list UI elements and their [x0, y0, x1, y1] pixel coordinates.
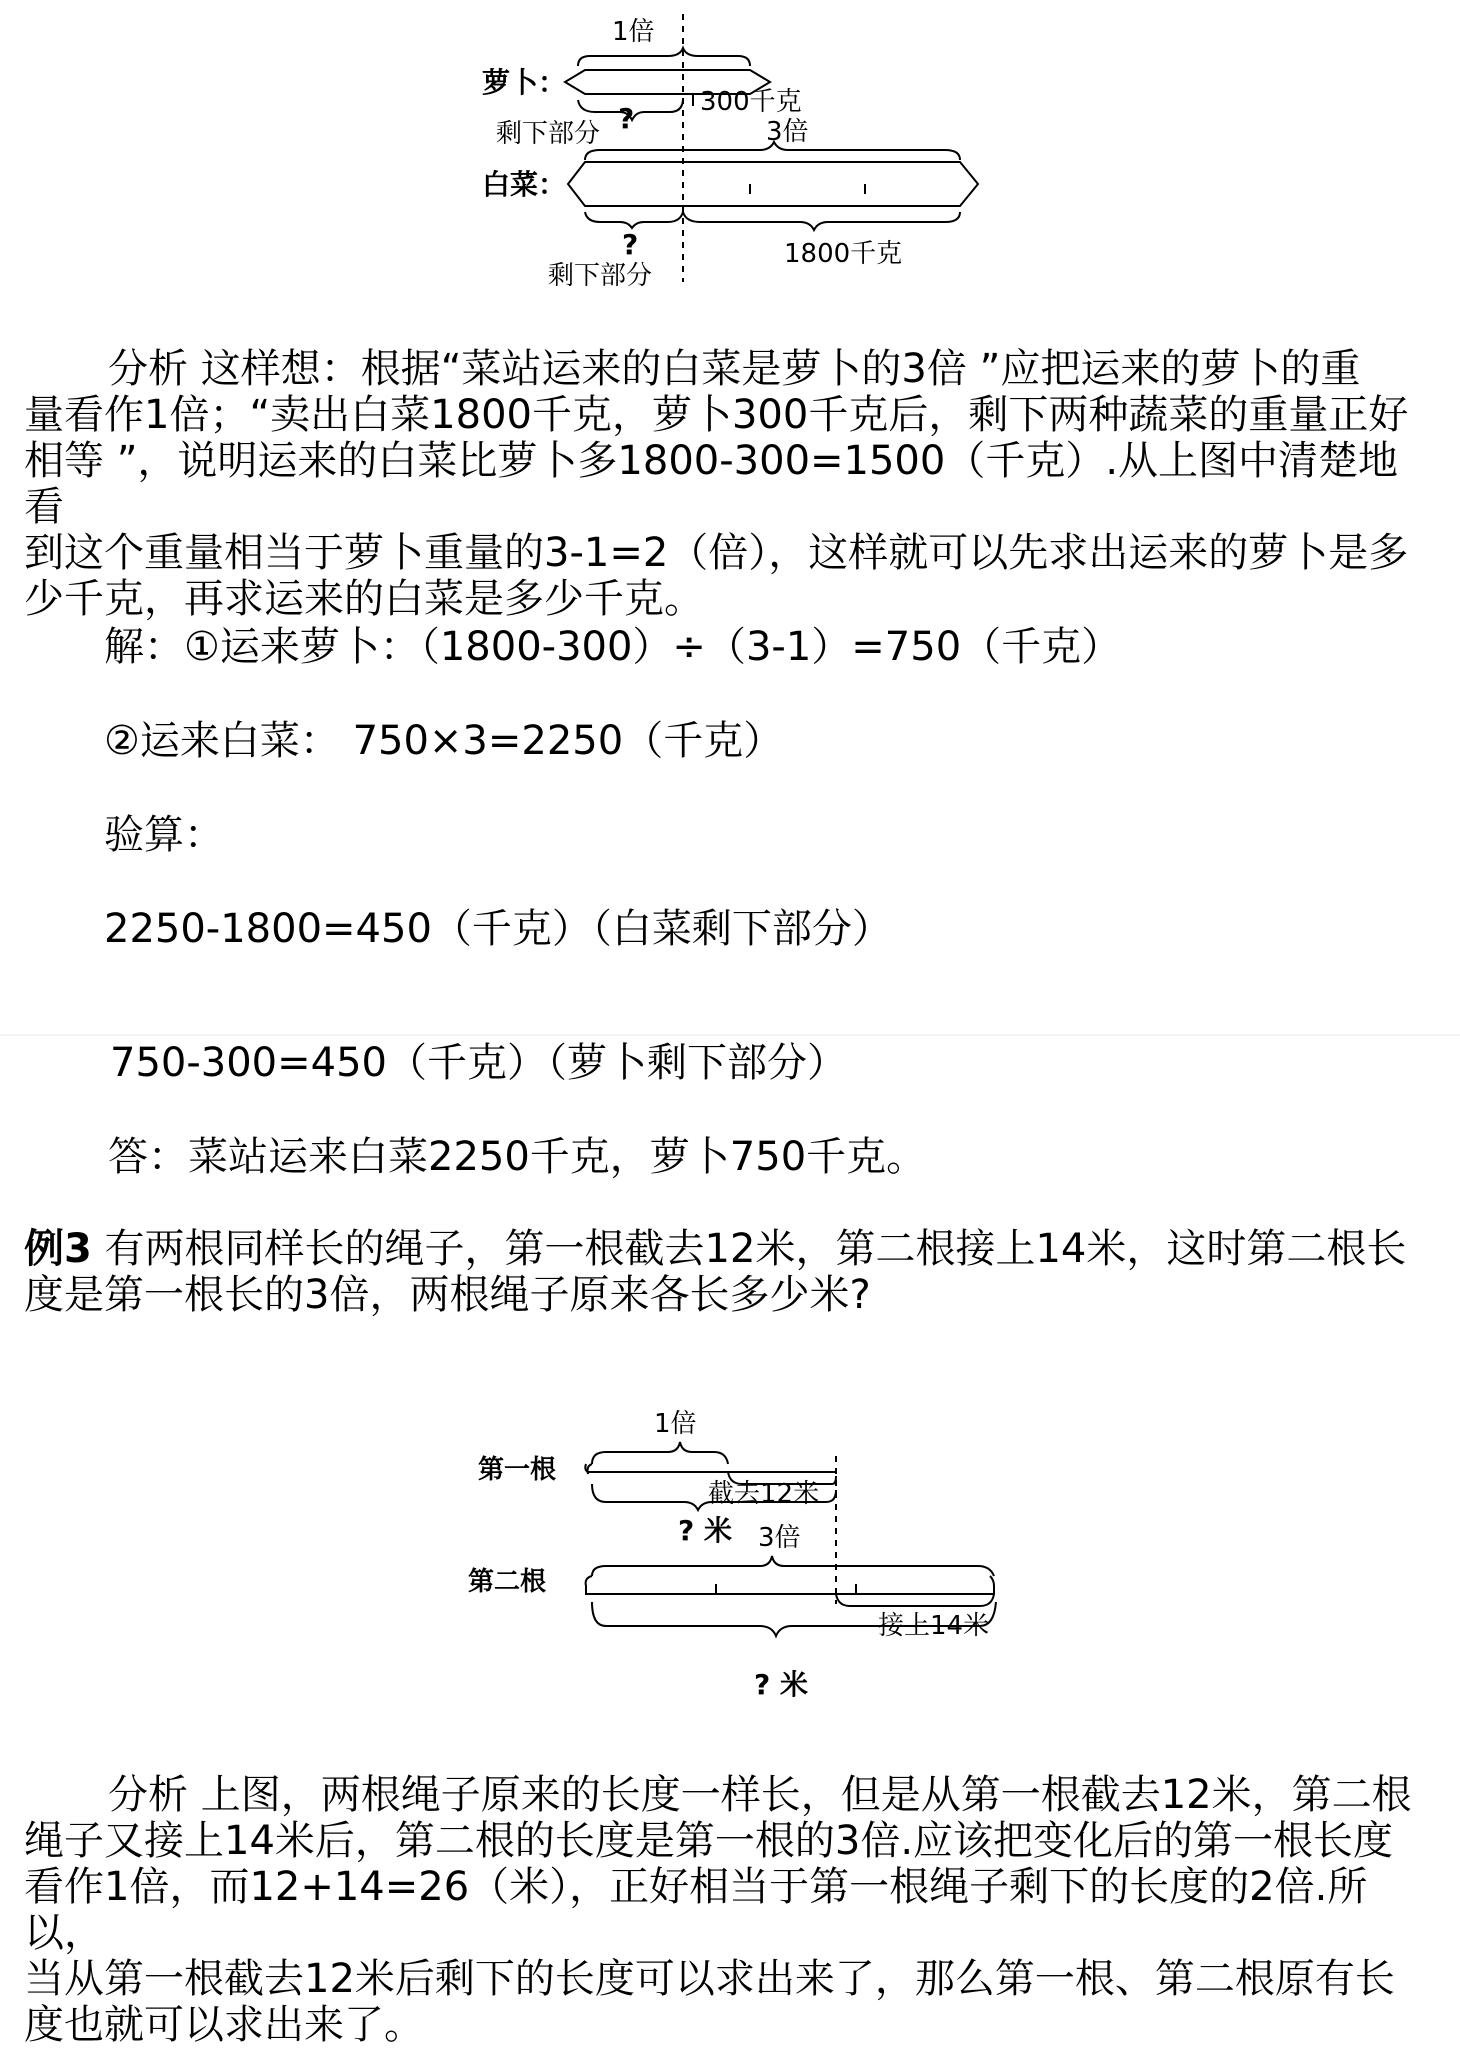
- d2-cut-label: 截去12米: [708, 1479, 820, 1509]
- d1-one-times: 1倍: [612, 17, 655, 47]
- d2-one-times: 1倍: [654, 1409, 697, 1439]
- diagram-radish-cabbage-svg: [0, 0, 1460, 300]
- d2-add-label: 接上14米: [878, 1611, 990, 1641]
- check-line-1: 2250-1800=450（千克）（白菜剩下部分）: [104, 906, 892, 952]
- d1-question-1: ?: [618, 102, 635, 135]
- d2-unknown-1: ? 米: [678, 1514, 732, 1547]
- answer-line: 答：菜站运来白菜2250千克，萝卜750千克。: [108, 1134, 927, 1180]
- analysis-1-line-5: 少千克，再求运来的白菜是多少千克。: [24, 576, 704, 622]
- analysis-1-line-1: 分析 这样想：根据“菜站运来的白菜是萝卜的3倍 ”应把运来的萝卜的重: [108, 346, 1361, 392]
- solution-step-1: 解：①运来萝卜：（1800-300）÷（3-1）=750（千克）: [104, 624, 1122, 670]
- second-rope-top-brace: [592, 1556, 994, 1576]
- example-3-label: 例3: [24, 1226, 92, 1272]
- check-title: 验算：: [104, 812, 224, 858]
- diagram-ropes-svg: [0, 1390, 1460, 1730]
- d1-radish-amount: 300千克: [700, 87, 802, 117]
- add-brace: [836, 1594, 994, 1606]
- radish-top-brace: [578, 48, 750, 66]
- example-3-line-2: 度是第一根长的3倍，两根绳子原来各长多少米?: [24, 1272, 871, 1318]
- d2-unknown-2: ? 米: [754, 1668, 808, 1701]
- second-rope-line: [586, 1576, 994, 1594]
- first-rope-top-brace: [592, 1442, 728, 1464]
- example-3-line-1: 例3 有两根同样长的绳子，第一根截去12米，第二根接上14米，这时第二根长: [24, 1226, 1407, 1272]
- d1-remaining-2: 剩下部分: [548, 261, 653, 291]
- d1-remaining-1: 剩下部分: [496, 119, 601, 149]
- analysis-2: [24, 1772, 1434, 2048]
- cabbage-bar: [568, 162, 978, 206]
- d1-radish-label: 萝卜：: [482, 66, 567, 99]
- cabbage-sold-brace: [683, 212, 960, 230]
- d1-question-2: ?: [622, 228, 639, 261]
- solution-step-2: ②运来白菜： 750×3=2250（千克）: [104, 718, 784, 764]
- example-3: [24, 1226, 1434, 1318]
- d2-first-label: 第一根: [478, 1455, 557, 1485]
- d1-cabbage-label: 白菜：: [482, 168, 567, 201]
- section-divider: [0, 1034, 1460, 1036]
- diagram-radish-cabbage: [0, 0, 1460, 300]
- analysis-2-line-2: 绳子又接上14米后，第二根的长度是第一根的3倍.应该把变化后的第一根长度: [24, 1818, 1394, 1864]
- analysis-1: [24, 346, 1434, 622]
- d2-three-times: 3倍: [758, 1523, 801, 1553]
- d1-cabbage-amount: 1800千克: [784, 239, 903, 269]
- analysis-1-line-2: 量看作1倍；“卖出白菜1800千克，萝卜300千克后，剩下两种蔬菜的重量正好: [24, 392, 1409, 438]
- cabbage-remaining-brace: [585, 212, 683, 228]
- analysis-2-line-4: 当从第一根截去12米后剩下的长度可以求出来了，那么第一根、第二根原有长: [24, 1956, 1395, 2002]
- analysis-1-line-3: 相等 ”，说明运来的白菜比萝卜多1800-300=1500（千克）.从上图中清楚地看: [24, 438, 1399, 530]
- analysis-2-line-3: 看作1倍，而12+14=26（米），正好相当于第一根绳子剩下的长度的2倍.所以，: [24, 1864, 1368, 1956]
- diagram-ropes: [0, 1390, 1460, 1730]
- d2-second-label: 第二根: [468, 1567, 547, 1597]
- analysis-1-line-4: 到这个重量相当于萝卜重量的3-1=2（倍），这样就可以先求出运来的萝卜是多: [24, 530, 1409, 576]
- first-rope-line: [588, 1464, 837, 1474]
- analysis-2-line-1: 分析 上图，两根绳子原来的长度一样长，但是从第一根截去12米，第二根: [108, 1772, 1412, 1818]
- d1-three-times: 3倍: [766, 117, 809, 147]
- check-line-2: 750-300=450（千克）（萝卜剩下部分）: [110, 1040, 847, 1086]
- analysis-2-line-5: 度也就可以求出来了。: [24, 2002, 424, 2048]
